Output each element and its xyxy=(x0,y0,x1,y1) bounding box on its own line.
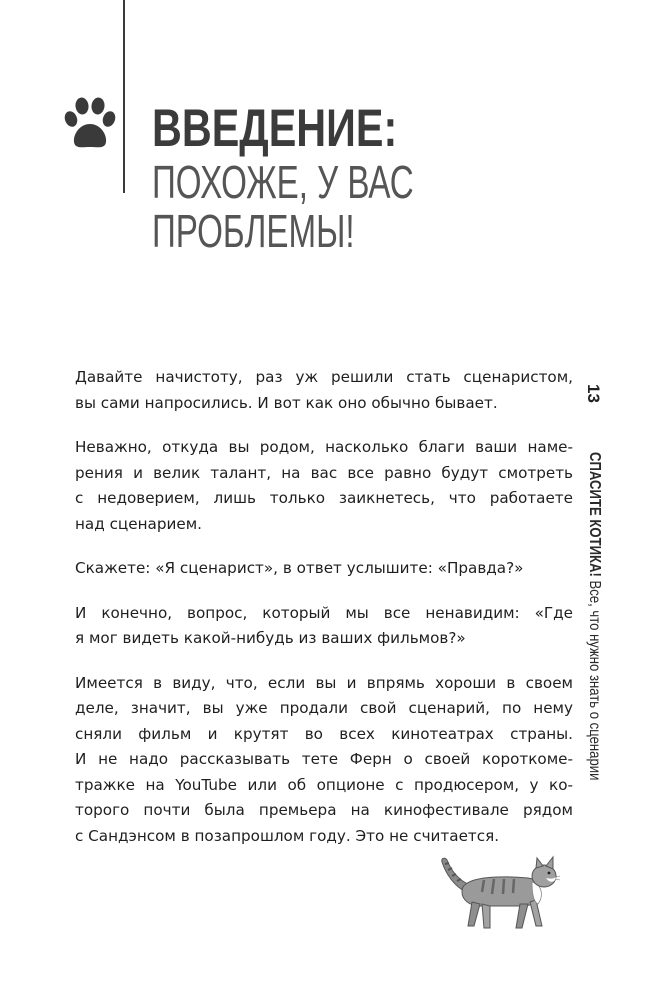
body-text xyxy=(75,365,573,868)
text-line: Имеется в виду, что, если вы и впрямь хороши в своем xyxy=(75,673,573,692)
paragraph-4 xyxy=(75,601,573,652)
page-number: 13 xyxy=(584,384,603,403)
text-line: рения и велик талант, на вас все равно будут смотреть xyxy=(75,463,573,482)
text-line: И конечно, вопрос, который мы все ненавидим: «Где xyxy=(75,603,573,622)
text-line: Давайте начистоту, раз уж решили стать сценаристом, xyxy=(75,368,573,386)
text-line: сняли фильм и крутят во всех кинотеатрах страны. xyxy=(75,724,573,743)
text-line: я мог видеть какой-нибудь из ваших фильмов?» xyxy=(75,629,466,647)
paragraph-5 xyxy=(75,671,573,850)
text-line: с недоверием, лишь только заикнетесь, что работаете xyxy=(75,489,573,507)
book-title-rest: Все, что нужно знать о сценарии xyxy=(586,576,603,781)
text-line: тражке на YouTube или об опционе с продюсером, у ко- xyxy=(75,775,573,794)
paw-icon xyxy=(62,97,118,153)
text-line: деле, значит, вы уже продали свой сценарий, по нему xyxy=(75,699,573,717)
chapter-subheading-line-1: ПОХОЖЕ, У ВАС xyxy=(152,156,414,208)
chapter-subheading-line-2: ПРОБЛЕМЫ! xyxy=(152,205,355,257)
walking-cat-icon xyxy=(436,852,561,934)
vertical-rule xyxy=(123,0,125,193)
book-title-bold: СПАСИТЕ КОТИКА! xyxy=(586,452,603,577)
text-line: Скажете: «Я сценарист», в ответ услышите: «Правда?» xyxy=(75,559,524,577)
text-line: с Сандэнсом в позапрошлом году. Это не считается. xyxy=(75,826,500,845)
text-line: И не надо рассказывать тете Ферн о своей короткоме- xyxy=(75,750,573,768)
text-line: Неважно, откуда вы родом, насколько благи ваши наме- xyxy=(75,438,573,456)
text-line: торого почти была премьера на кинофестивале рядом xyxy=(75,801,573,819)
paragraph-1 xyxy=(75,365,573,416)
text-line: вы сами напросились. И вот как оно обычно бывает. xyxy=(75,393,498,412)
paragraph-2 xyxy=(75,435,573,537)
running-book-title xyxy=(585,452,603,780)
paragraph-3 xyxy=(75,556,573,582)
text-line: над сценарием. xyxy=(75,514,202,533)
chapter-heading: ВВЕДЕНИЕ: xyxy=(152,99,398,158)
